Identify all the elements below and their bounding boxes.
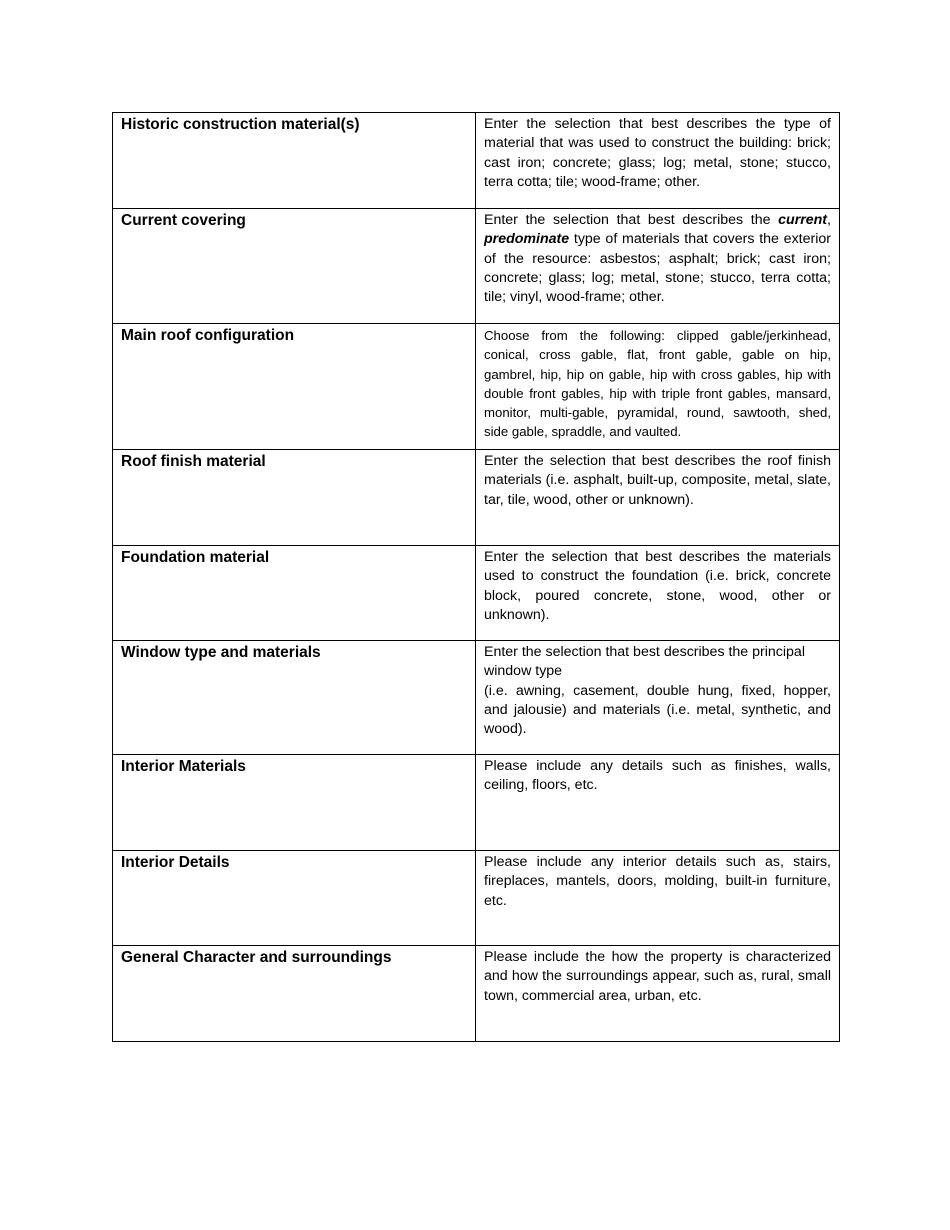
field-label-cell bbox=[113, 851, 476, 946]
emphasis-predominate: predominate bbox=[484, 231, 570, 248]
field-description-cell bbox=[476, 851, 840, 946]
field-description: Please include any details such as finishes, walls, ceiling, floors, etc. bbox=[484, 758, 831, 794]
emphasis-current: current bbox=[778, 212, 828, 228]
field-label: Window type and materials bbox=[121, 644, 321, 661]
table-row bbox=[113, 755, 840, 851]
field-label: Foundation material bbox=[121, 549, 270, 566]
field-label: Main roof configuration bbox=[121, 327, 295, 344]
field-description-cell bbox=[476, 641, 840, 755]
field-label: Current covering bbox=[121, 212, 246, 229]
field-description: Enter the selection that best describes the type of material that was used to construct the building: brick; cast iron; concrete; glass; log; metal, stone; stucco, terra cotta; tile; wood-frame; other. bbox=[484, 116, 831, 190]
description-text: Enter the selection that best describes the bbox=[484, 212, 779, 228]
field-label-cell bbox=[113, 641, 476, 755]
table-row bbox=[113, 851, 840, 946]
field-description-cell bbox=[476, 324, 840, 450]
field-description-line: Enter the selection that best describes the principal window type bbox=[484, 644, 805, 680]
table-row bbox=[113, 946, 840, 1042]
field-description-cell bbox=[476, 755, 840, 851]
field-label: Historic construction material(s) bbox=[121, 116, 360, 133]
field-description: Enter the selection that best describes the materials used to construct the foundation (i.e. brick, concrete block, poured concrete, stone, wood, other or unknown). bbox=[484, 549, 831, 623]
field-label-cell bbox=[113, 946, 476, 1042]
field-description: Choose from the following: clipped gable/jerkinhead, conical, cross gable, flat, front gable, gable on hip, gambrel, hip, hip on gable, hip with cross gables, hip with double front gables, hip with triple front gables, mansard, monitor, multi-gable, pyramidal, round, sawtooth, shed, side gable, spraddle, and vaulted. bbox=[484, 328, 831, 440]
field-guide-table bbox=[112, 112, 840, 1042]
table-row bbox=[113, 209, 840, 324]
field-description-cell bbox=[476, 450, 840, 546]
field-description: Enter the selection that best describes the roof finish materials (i.e. asphalt, built-up, composite, metal, slate, tar, tile, wood, other or unknown). bbox=[484, 453, 831, 508]
field-description: Please include any interior details such as, stairs, fireplaces, mantels, doors, molding, built-in furniture, etc. bbox=[484, 854, 831, 909]
field-label-cell bbox=[113, 209, 476, 324]
field-description-cell bbox=[476, 209, 840, 324]
field-label-cell bbox=[113, 755, 476, 851]
field-label: Interior Materials bbox=[121, 758, 246, 775]
table-row bbox=[113, 450, 840, 546]
field-description-cell bbox=[476, 546, 840, 641]
table-row bbox=[113, 113, 840, 209]
table-row bbox=[113, 324, 840, 450]
field-label-cell bbox=[113, 546, 476, 641]
field-description-line: (i.e. awning, casement, double hung, fixed, hopper, and jalousie) and materials (i.e. metal, synthetic, and wood). bbox=[484, 682, 831, 738]
field-label: General Character and surroundings bbox=[121, 949, 392, 966]
table-row bbox=[113, 641, 840, 755]
field-label: Interior Details bbox=[121, 854, 230, 871]
field-description bbox=[484, 211, 831, 307]
field-label: Roof finish material bbox=[121, 453, 266, 470]
field-description-cell bbox=[476, 113, 840, 209]
field-label-cell bbox=[113, 324, 476, 450]
field-label-cell bbox=[113, 450, 476, 546]
description-text: type of materials that covers the exterior of the resource: asbestos; asphalt; brick; cast iron; concrete; glass; log; metal, stone; stucco, terra cotta; tile; vinyl, wood-frame; other. bbox=[484, 231, 831, 306]
table-row bbox=[113, 546, 840, 641]
description-text: , bbox=[827, 212, 831, 228]
field-description-cell bbox=[476, 946, 840, 1042]
field-description: Please include the how the property is characterized and how the surroundings appear, such as, rural, small town, commercial area, urban, etc. bbox=[484, 949, 831, 1004]
field-label-cell bbox=[113, 113, 476, 209]
